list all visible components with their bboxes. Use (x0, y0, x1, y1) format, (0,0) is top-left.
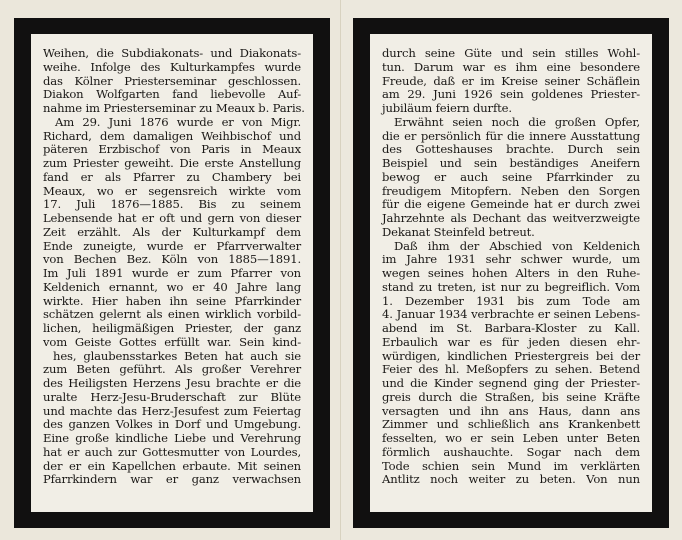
text-line: vom Geiste Gottes erfüllt war. Sein kind- (43, 334, 301, 349)
text-line: Diakon Wolfgarten fand liebevolle Auf- (43, 87, 301, 102)
text-line: Freude, daß er im Kreise seiner Schäflein (382, 73, 640, 88)
text-line: und die Kinder segnend ging der Priester- (382, 376, 640, 390)
text-line: Eine große kindliche Liebe und Verehrung (43, 431, 301, 445)
text-line: päteren Erzbischof von Paris in Meaux (43, 142, 301, 157)
text-line: der er ein Kapellchen erbaute. Mit seinen (43, 458, 301, 473)
text-line: Daß ihm der Abschied von Keldenich (394, 238, 640, 253)
text-line: lichen, heiligmäßigen Priester, der ganz (43, 321, 301, 335)
text-line: Erbaulich war es für jeden diesen ehr- (382, 334, 640, 349)
text-line: Antlitz noch weiter zu beten. Von nun (382, 472, 640, 487)
text-line: durch seine Güte und sein stilles Wohl- (382, 46, 640, 60)
text-line: im Jahre 1931 sehr schwer wurde, um (382, 252, 640, 267)
text-line: abend im St. Barbara-Kloster zu Kall. (382, 321, 640, 335)
text-line: würdigen, kindlichen Priestergreis bei der (382, 348, 640, 363)
text-line: hat er auch zur Gottesmutter von Lourdes, (43, 444, 301, 459)
text-line: von Bechen Bez. Köln von 1885—1891. (43, 252, 301, 267)
text-line: Keldenich ernannt, wo er 40 Jahre lang (43, 279, 301, 294)
text-line: Pfarrkindern war er ganz verwachsen (43, 472, 301, 487)
text-line: Meaux, wo er segensreich wirkte vom (43, 183, 301, 198)
text-line: Jahrzehnte als Dechant das weitverzweigte (382, 211, 640, 225)
text-line: 4. Januar 1934 verbrachte er seinen Lebens- (382, 307, 640, 322)
text-line: Beispiel und sein beständiges Aneifern (382, 156, 640, 170)
text-line: 1. Dezember 1931 bis zum Tode am (382, 293, 640, 308)
text-line: weihe. Infolge des Kulturkampfes wurde (43, 59, 301, 74)
text-line: des ganzen Volkes in Dorf und Umgebung. (43, 417, 301, 432)
text-line: zum Beten geführt. Als großer Verehrer (43, 362, 301, 377)
text-line: schätzen gelernt als einen wirklich vorbild- (43, 307, 301, 322)
text-line: Zimmer und schließlich ans Krankenbett (382, 417, 640, 432)
text-line: für die eigene Gemeinde hat er durch zwei (382, 197, 640, 212)
text-line: uralte Herz-Jesu-Bruderschaft zur Blüte (43, 389, 301, 404)
text-line: Tode schien sein Mund im verklärten (382, 458, 640, 473)
text-line: Erwähnt seien noch die großen Opfer, (394, 114, 640, 129)
text-line: das Kölner Priesterseminar geschlossen. (43, 73, 301, 88)
mourning-border (14, 18, 330, 528)
text-line: fesselten, wo er sein Leben unter Beten (382, 431, 640, 445)
text-line: Im Juli 1891 wurde er zum Pfarrer von (43, 266, 301, 280)
mourning-border (353, 18, 669, 528)
text-line: versagten und ihn ans Haus, dann ans (382, 403, 640, 418)
text-line: jubiläum feiern durfte. (382, 101, 512, 115)
text-line: förmlich aushauchte. Sogar nach dem (382, 444, 640, 459)
text-line: hes, glaubensstarkes Beten hat auch sie (53, 348, 301, 363)
text-line: bewog er auch seine Pfarrkinder zu (382, 169, 640, 184)
text-line: freudigem Mitopfern. Neben den Sorgen (382, 183, 640, 198)
text-line: greis durch die Straßen, bis seine Kräfte (382, 389, 640, 404)
text-line: wirkte. Hier haben ihn seine Pfarrkinder (43, 293, 301, 308)
text-line: Zeit erzählt. Als der Kulturkampf dem (43, 224, 301, 239)
text-line: am 29. Juni 1926 sein goldenes Priester- (382, 87, 640, 102)
text-line: tun. Darum war es ihm eine besondere (382, 59, 640, 74)
text-line: nahme im Priesterseminar zu Meaux b. Paris. (43, 101, 305, 115)
text-panel (31, 34, 313, 512)
text-line: Richard, dem damaligen Weihbischof und (43, 128, 301, 143)
left-page-text (43, 46, 305, 487)
text-line: des Heiligsten Herzens Jesu brachte er die (43, 376, 301, 390)
text-line: Weihen, die Subdiakonats- und Diakonats- (43, 46, 301, 60)
text-line: stand zu treten, ist nur zu begreiflich. Vom (382, 279, 640, 294)
text-line: Feier des hl. Meßopfers zu sehen. Betend (382, 362, 640, 377)
text-line: Dekanat Steinfeld betreut. (382, 224, 535, 239)
text-line: Lebensende hat er oft und gern von dieser (43, 211, 301, 225)
text-line: des Gotteshauses brachte. Durch sein (382, 142, 640, 157)
text-line: 17. Juli 1876—1885. Bis zu seinem (43, 197, 301, 212)
text-line: zum Priester geweiht. Die erste Anstellung (43, 156, 301, 170)
text-line: fand er als Pfarrer zu Chambery bei (43, 169, 301, 184)
text-line: und machte das Herz-Jesufest zum Feiertag (43, 403, 301, 418)
text-line: Ende zuneigte, wurde er Pfarrverwalter (43, 238, 301, 253)
text-line: die er persönlich für die innere Ausstattung (382, 128, 640, 143)
text-panel (370, 34, 652, 512)
text-line: Am 29. Juni 1876 wurde er von Migr. (55, 114, 301, 129)
right-page (341, 0, 682, 540)
text-line: wegen seines hohen Alters in den Ruhe- (382, 266, 640, 280)
right-page-text (382, 47, 640, 487)
